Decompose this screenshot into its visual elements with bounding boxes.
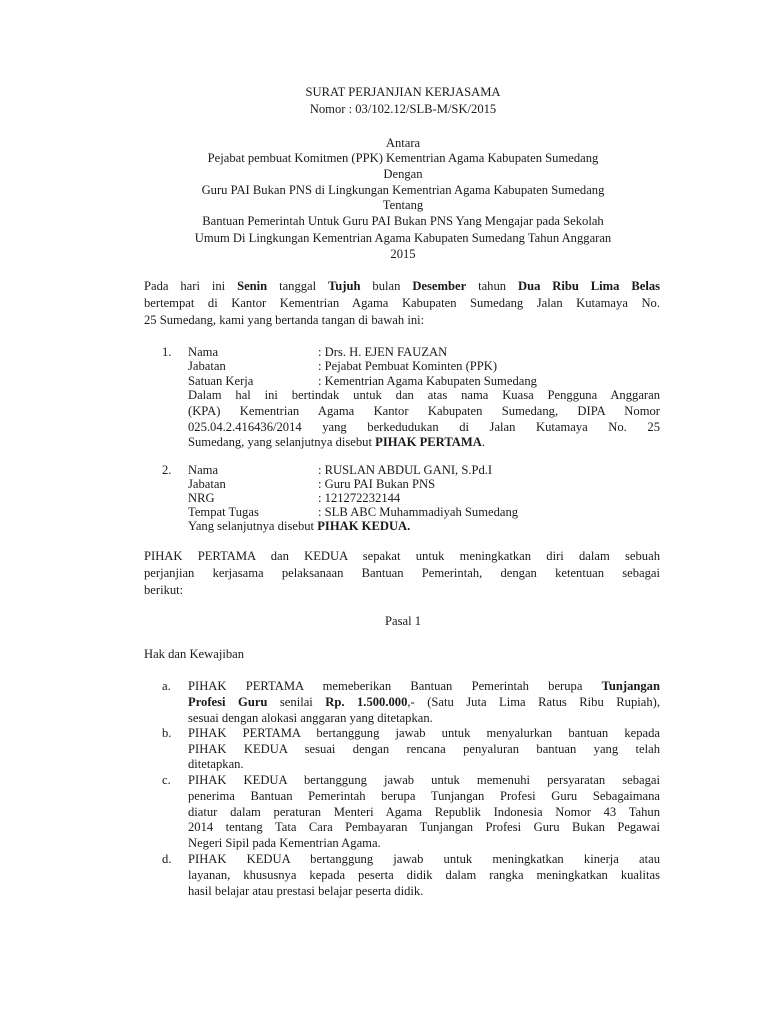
agreement-line-2: perjanjian kerjasama pelaksanaan Bantuan Pemerintah, dengan ketentuan sebagai: [144, 566, 660, 580]
party-one-nama-label: Nama: [188, 345, 219, 359]
party-one-nama-value: : Drs. H. EJEN FAUZAN: [318, 345, 448, 359]
party-two-nama-label: Nama: [188, 463, 219, 477]
intro-line-1: Pada hari ini Senin tanggal Tujuh bulan Desember tahun Dua Ribu Lima Belas: [144, 279, 661, 293]
item-c-line-2: penerima Bantuan Pemerintah berupa Tunjangan Profesi Guru Sebagaimana: [188, 789, 660, 803]
item-b-line-1: PIHAK PERTAMA bertanggung jawab untuk menyalurkan bantuan kepada: [188, 726, 660, 740]
party-two-jabatan-label: Jabatan: [188, 477, 226, 491]
item-d-line-1: PIHAK KEDUA bertanggung jawab untuk meningkatkan kinerja atau: [188, 852, 660, 866]
party-two-nrg-label: NRG: [188, 491, 215, 505]
intro-date: Tujuh: [328, 279, 361, 293]
intro-line-2: bertempat di Kantor Kementrian Agama Kabupaten Sumedang Jalan Kutamaya No.: [144, 296, 660, 310]
item-a-label: a.: [162, 679, 171, 693]
item-a-amount: Rp. 1.500.000: [325, 695, 408, 709]
item-d-line-3: hasil belajar atau prestasi belajar peserta didik.: [188, 884, 424, 898]
party-one-number: 1.: [162, 345, 172, 359]
party-one-jabatan-label: Jabatan: [188, 359, 226, 373]
intro-line-3: 25 Sumedang, kami yang bertanda tangan di bawah ini:: [144, 313, 425, 327]
dengan-line: Dengan: [383, 167, 423, 181]
subject-line-3: 2015: [390, 247, 416, 261]
item-c-line-4: 2014 tentang Tata Cara Pembayaran Tunjangan Profesi Guru Bukan Pegawai: [188, 820, 660, 834]
item-d-label: d.: [162, 852, 172, 866]
pihak-pertama-term: PIHAK PERTAMA: [375, 435, 482, 449]
document-number: Nomor : 03/102.12/SLB-M/SK/2015: [309, 102, 497, 116]
subject-line-1: Bantuan Pemerintah Untuk Guru PAI Bukan PNS Yang Mengajar pada Sekolah: [202, 214, 604, 228]
pihak-kedua-term: PIHAK KEDUA.: [317, 519, 411, 533]
intro-day: Senin: [237, 279, 268, 293]
party-two-nama-value: : RUSLAN ABDUL GANI, S.Pd.I: [318, 463, 493, 477]
intro-month: Desember: [412, 279, 467, 293]
party-one-desc-1: Dalam hal ini bertindak untuk dan atas nama Kuasa Pengguna Anggaran: [188, 388, 660, 402]
party-one-desc-2: (KPA) Kementrian Agama Kantor Kabupaten Sumedang, DIPA Nomor: [188, 404, 660, 418]
party-one-desc-4: Sumedang, yang selanjutnya disebut PIHAK PERTAMA.: [188, 435, 486, 449]
party-two-nrg-value: : 121272232144: [318, 491, 401, 505]
item-c-line-1: PIHAK KEDUA bertanggung jawab untuk memenuhi persyaratan sebagai: [188, 773, 660, 787]
subject-line-2: Umum Di Lingkungan Kementrian Agama Kabupaten Sumedang Tahun Anggaran: [194, 231, 612, 245]
party-two-number: 2.: [162, 463, 172, 477]
document-title: SURAT PERJANJIAN KERJASAMA: [305, 85, 501, 99]
party-two-jabatan-value: : Guru PAI Bukan PNS: [318, 477, 436, 491]
item-b-line-2: PIHAK KEDUA sesuai dengan rencana penyaluran bantuan yang telah: [188, 742, 660, 756]
item-c-line-5: Negeri Sipil pada Kementrian Agama.: [188, 836, 381, 850]
item-b-label: b.: [162, 726, 172, 740]
item-a-line-1: PIHAK PERTAMA memeberikan Bantuan Pemerintah berupa Tunjangan: [188, 679, 660, 693]
tentang-line: Tentang: [382, 198, 424, 212]
second-party-title: Guru PAI Bukan PNS di Lingkungan Kementrian Agama Kabupaten Sumedang: [201, 183, 605, 197]
item-c-label: c.: [162, 773, 171, 787]
first-party-title: Pejabat pembuat Komitmen (PPK) Kementrian Agama Kabupaten Sumedang: [207, 151, 599, 165]
party-one-satuan-value: : Kementrian Agama Kabupaten Sumedang: [318, 374, 537, 388]
pasal-title: Pasal 1: [384, 614, 422, 628]
item-d-line-2: layanan, khususnya kepada peserta didik dalam rangka meningkatkan kualitas: [188, 868, 660, 882]
item-b-line-3: ditetapkan.: [188, 757, 244, 771]
party-two-tempat-value: : SLB ABC Muhammadiyah Sumedang: [318, 505, 519, 519]
party-two-tempat-label: Tempat Tugas: [188, 505, 259, 519]
party-two-desc: Yang selanjutnya disebut PIHAK KEDUA.: [188, 519, 411, 533]
item-a-line-2: Profesi Guru senilai Rp. 1.500.000,- (Satu Juta Lima Ratus Ribu Rupiah),: [188, 695, 660, 709]
party-one-desc-3: 025.04.2.416436/2014 yang berkedudukan di Jalan Kutamaya No. 25: [188, 420, 660, 434]
party-one-jabatan-value: : Pejabat Pembuat Kominten (PPK): [318, 359, 498, 373]
agreement-line-1: PIHAK PERTAMA dan KEDUA sepakat untuk meningkatkan diri dalam sebuah: [144, 549, 660, 563]
item-a-line-3: sesuai dengan alokasi anggaran yang ditetapkan.: [188, 711, 433, 725]
antara-line: Antara: [385, 136, 421, 150]
intro-year: Dua Ribu Lima Belas: [517, 279, 661, 293]
party-one-satuan-label: Satuan Kerja: [188, 374, 254, 388]
agreement-line-3: berikut:: [144, 583, 184, 597]
item-c-line-3: diatur dalam peraturan Menteri Agama Republik Indonesia Nomor 43 Tahun: [188, 805, 660, 819]
pasal-heading: Hak dan Kewajiban: [144, 647, 245, 661]
